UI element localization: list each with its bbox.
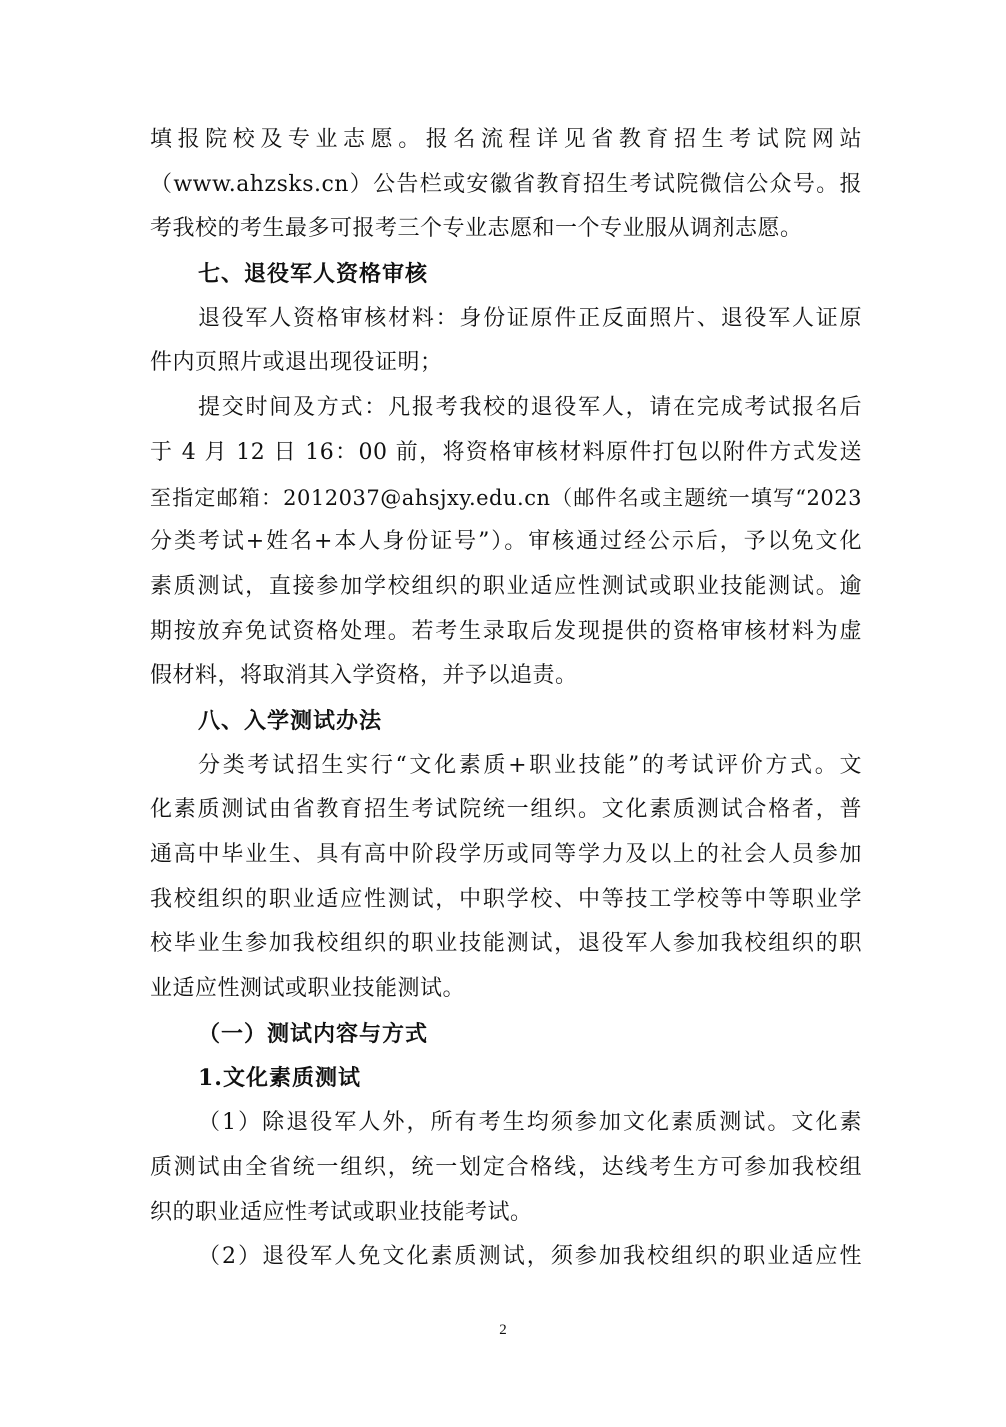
text-line: （www.ahzsks.cn）公告栏或安徽省教育招生考试院微信公众号。报: [150, 171, 862, 197]
text-line: 质测试由全省统一组织，统一划定合格线，达线考生方可参加我校组: [150, 1154, 862, 1180]
text-line: 于 4 月 12 日 16：00 前，将资格审核材料原件打包以附件方式发送: [150, 439, 862, 465]
text-line: （1）除退役军人外，所有考生均须参加文化素质测试。文化素: [198, 1110, 862, 1136]
text-line: 分类考试招生实行“文化素质+职业技能”的考试评价方式。文: [198, 752, 862, 778]
text-line: 分类考试+姓名+本人身份证号”）。审核通过经公示后，予以免文化: [150, 529, 862, 555]
text-line: 退役军人资格审核材料：身份证原件正反面照片、退役军人证原: [198, 305, 862, 331]
text-line: 化素质测试由省教育招生考试院统一组织。文化素质测试合格者，普: [150, 797, 862, 823]
text-line: 通高中毕业生、具有高中阶段学历或同等学力及以上的社会人员参加: [150, 842, 862, 867]
section-heading: 七、退役军人资格审核: [198, 261, 429, 288]
text-line: 织的职业适应性考试或职业技能考试。: [150, 1199, 533, 1225]
text-line: 件内页照片或退出现役证明；: [150, 350, 443, 376]
text-line: 至指定邮箱：2012037@ahsjxy.edu.cn（邮件名或主题统一填写“2023: [150, 485, 862, 510]
text-line: 期按放弃免试资格处理。若考生录取后发现提供的资格审核材料为虚: [150, 618, 862, 644]
text-line: 业适应性测试或职业技能测试。: [150, 976, 466, 1002]
page-number: 2: [499, 1322, 507, 1338]
section-heading: （一）测试内容与方式: [198, 1020, 429, 1047]
text-line: 考我校的考生最多可报考三个专业志愿和一个专业服从调剂志愿。: [150, 216, 803, 242]
text-line: 填报院校及专业志愿。报名流程详见省教育招生考试院网站: [150, 127, 862, 152]
section-heading: 1.文化素质测试: [198, 1065, 361, 1092]
text-line: 素质测试，直接参加学校组织的职业适应性测试或职业技能测试。逾: [150, 573, 862, 599]
body-text: [150, 118, 862, 1280]
text-line: 校毕业生参加我校组织的职业技能测试，退役军人参加我校组织的职: [150, 931, 862, 957]
section-heading: 八、入学测试办法: [198, 707, 383, 734]
text-line: 提交时间及方式：凡报考我校的退役军人，请在完成考试报名后: [198, 395, 862, 421]
text-line: 我校组织的职业适应性测试，中职学校、中等技工学校等中等职业学: [150, 886, 862, 912]
text-line: 假材料，将取消其入学资格，并予以追责。: [150, 663, 578, 689]
text-line: （2）退役军人免文化素质测试，须参加我校组织的职业适应性: [198, 1244, 862, 1270]
